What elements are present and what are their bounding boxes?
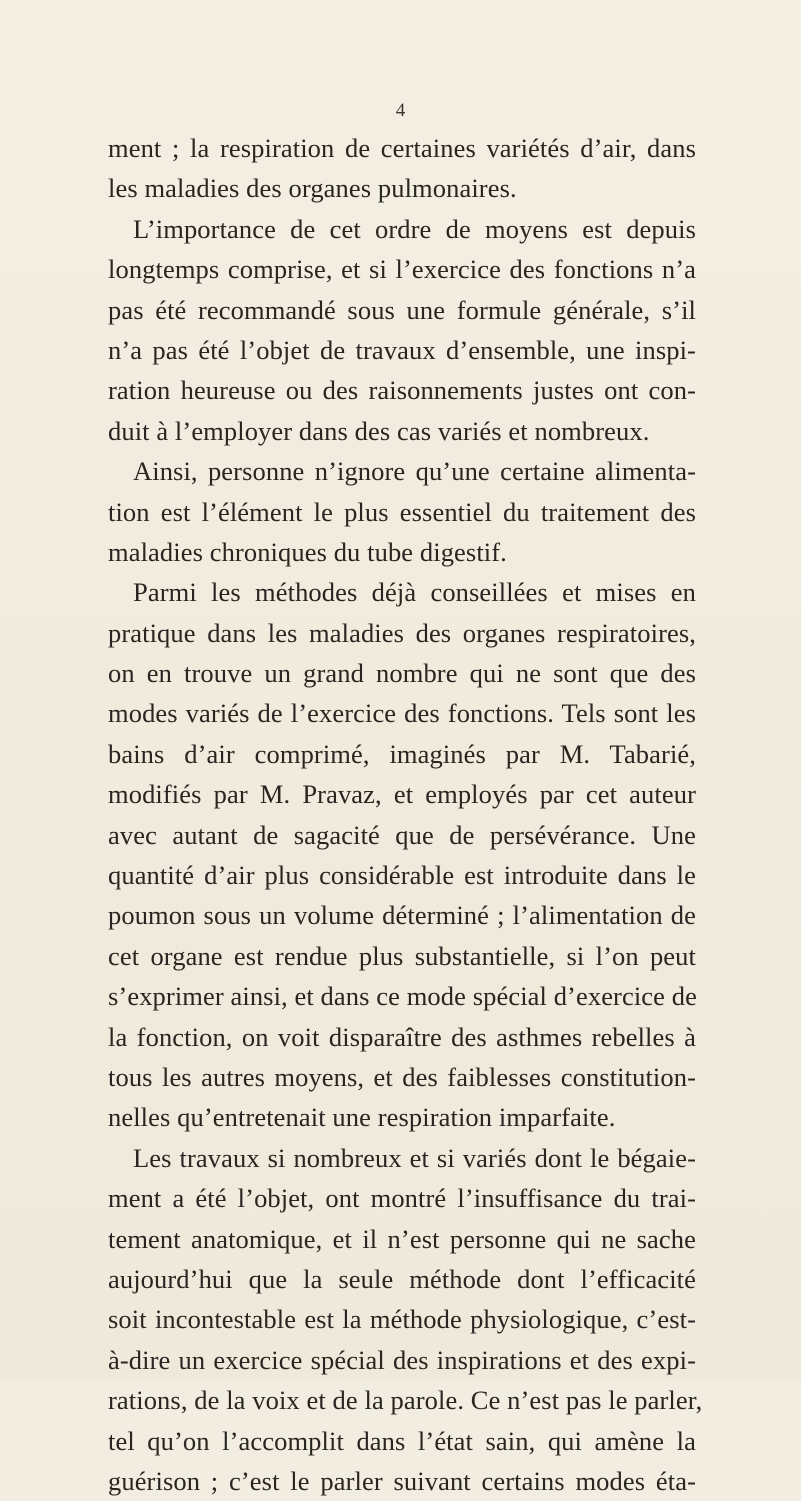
text-line: ment ; la respiration de certaines variétés d’air, dans <box>108 133 696 163</box>
text-line: Ainsi, personne n’ignore qu’une certaine alimenta- <box>133 456 696 487</box>
text-line: nelles qu’entretenait une respiration imparfaite. <box>108 1102 616 1133</box>
text-line: pratique dans les maladies des organes respiratoires, <box>108 617 696 648</box>
text-line: rations, de la voix et de la parole. Ce n’est pas le parler, <box>108 1385 703 1416</box>
text-line: duit à l’employer dans des cas variés et nombreux. <box>108 415 650 446</box>
text-line: quantité d’air plus considérable est introduite dans le <box>108 860 696 891</box>
text-line: tel qu’on l’accomplit dans l’état sain, qui amène la <box>108 1425 696 1456</box>
text-line: on en trouve un grand nombre qui ne sont que des <box>108 658 696 689</box>
text-line: bains d’air comprimé, imaginés par M. Tabarié, <box>108 738 696 769</box>
text-line: Les travaux si nombreux et si variés dont le bégaie- <box>133 1142 696 1173</box>
text-line: à-dire un exercice spécial des inspirations et des expi- <box>108 1344 696 1375</box>
text-line: la fonction, on voit disparaître des asthmes rebelles à <box>108 1021 696 1052</box>
text-line: L’importance de cet ordre de moyens est depuis <box>133 213 696 244</box>
text-line: ment a été l’objet, ont montré l’insuffisance du trai- <box>108 1183 696 1214</box>
page-number: 4 <box>395 100 406 121</box>
text-line: modifiés par M. Pravaz, et employés par cet auteur <box>108 779 696 810</box>
text-line: soit incontestable est la méthode physiologique, c’est- <box>108 1304 696 1335</box>
text-line: modes variés de l’exercice des fonctions. Tels sont les <box>108 698 696 729</box>
text-line: Parmi les méthodes déjà conseillées et mises en <box>133 577 696 608</box>
text-line: pas été recommandé sous une formule générale, s’il <box>108 294 696 325</box>
text-line: cet organe est rendue plus substantielle, si l’on peut <box>108 940 696 971</box>
text-line: s’exprimer ainsi, et dans ce mode spécial d’exercice de <box>108 981 697 1012</box>
text-line: maladies chroniques du tube digestif. <box>108 536 507 567</box>
text-line: poumon sous un volume déterminé ; l’alimentation de <box>108 900 696 931</box>
text-line: aujourd’hui que la seule méthode dont l’efficacité <box>108 1263 696 1294</box>
text-line: tion est l’élément le plus essentiel du traitement des <box>108 496 696 527</box>
text-line: longtemps comprise, et si l’exercice des fonctions n’a <box>108 254 696 285</box>
text-line: tement anatomique, et il n’est personne qui ne sache <box>108 1223 696 1254</box>
body-text <box>108 128 703 1501</box>
text-line: n’a pas été l’objet de travaux d’ensemble, une inspi- <box>108 334 696 365</box>
text-line: guérison ; c’est le parler suivant certains modes éta- <box>108 1465 696 1496</box>
text-line: ration heureuse ou des raisonnements justes ont con- <box>108 375 696 406</box>
text-line: avec autant de sagacité que de persévérance. Une <box>108 819 696 850</box>
text-line: les maladies des organes pulmonaires. <box>108 173 517 204</box>
text-line: tous les autres moyens, et des faiblesses constitution- <box>108 1061 696 1092</box>
